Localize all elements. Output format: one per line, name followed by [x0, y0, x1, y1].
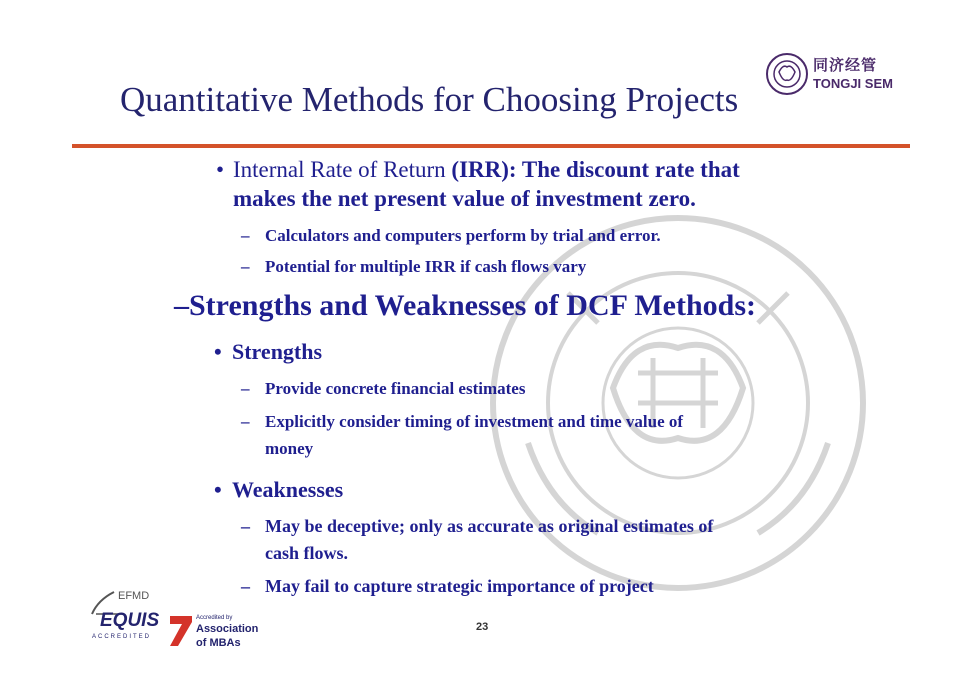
- dash-marker: –: [241, 379, 250, 398]
- irr-lead: Internal Rate of Return: [233, 157, 452, 182]
- strengths-item-1: [241, 379, 525, 399]
- amba-of-mbas: of MBAs: [196, 637, 241, 649]
- bullet-dot: •: [214, 339, 222, 364]
- bullet-dot: •: [216, 157, 225, 182]
- amba-mark-icon: [168, 614, 194, 648]
- dash-marker: –: [174, 289, 189, 322]
- irr-sub-text-2: Potential for multiple IRR if cash flows vary: [265, 257, 587, 276]
- weaknesses-item-2: [241, 576, 654, 597]
- strengths-item-2-text: Explicitly consider timing of investment and time value of: [265, 412, 684, 431]
- dash-marker: –: [241, 412, 250, 431]
- amba-logo: [168, 612, 258, 652]
- section-heading: [174, 289, 756, 323]
- title-divider: [72, 144, 910, 148]
- equis-label: EQUIS: [100, 610, 160, 631]
- slide-title: Quantitative Methods for Choosing Projects: [120, 80, 739, 119]
- weaknesses-label: Weaknesses: [232, 477, 344, 502]
- strengths-item-2-continued: money: [265, 439, 314, 458]
- weaknesses-item-1-continued: cash flows.: [265, 543, 349, 563]
- strengths-bullet: [214, 339, 322, 365]
- weaknesses-item-1: [241, 516, 713, 537]
- amba-association: Association: [196, 623, 259, 635]
- irr-sub-text-1: Calculators and computers perform by trial and error.: [265, 226, 661, 245]
- strengths-label: Strengths: [232, 339, 323, 364]
- brand-chinese-name: 同济经管: [813, 56, 878, 74]
- dash-marker: –: [241, 257, 250, 276]
- weaknesses-item-1-text: May be deceptive; only as accurate as original estimates of: [265, 516, 714, 536]
- weaknesses-bullet: [214, 477, 343, 503]
- accredited-label: ACCREDITED: [92, 634, 152, 640]
- efmd-label: EFMD: [118, 590, 150, 602]
- dash-marker: –: [241, 576, 250, 596]
- section-heading-text: Strengths and Weaknesses of DCF Methods:: [189, 289, 756, 322]
- strengths-item-1-text: Provide concrete financial estimates: [265, 379, 526, 398]
- tongji-sem-logo: [765, 52, 915, 102]
- brand-english-name: TONGJI SEM: [813, 76, 893, 91]
- strengths-item-2: [241, 412, 683, 432]
- irr-bullet: [216, 157, 740, 183]
- irr-definition: (IRR): The discount rate that: [451, 157, 740, 182]
- tongji-seal-icon: [765, 52, 809, 96]
- irr-definition-line2: makes the net present value of investment zero.: [233, 186, 696, 211]
- amba-accredited-by: Accredited by: [196, 615, 233, 621]
- page-number: 23: [476, 621, 489, 633]
- bullet-dot: •: [214, 477, 222, 502]
- weaknesses-item-2-text: May fail to capture strategic importance of project: [265, 576, 654, 596]
- dash-marker: –: [241, 516, 250, 536]
- irr-sub-item-1: [241, 226, 661, 246]
- dash-marker: –: [241, 226, 250, 245]
- irr-sub-item-2: [241, 257, 586, 277]
